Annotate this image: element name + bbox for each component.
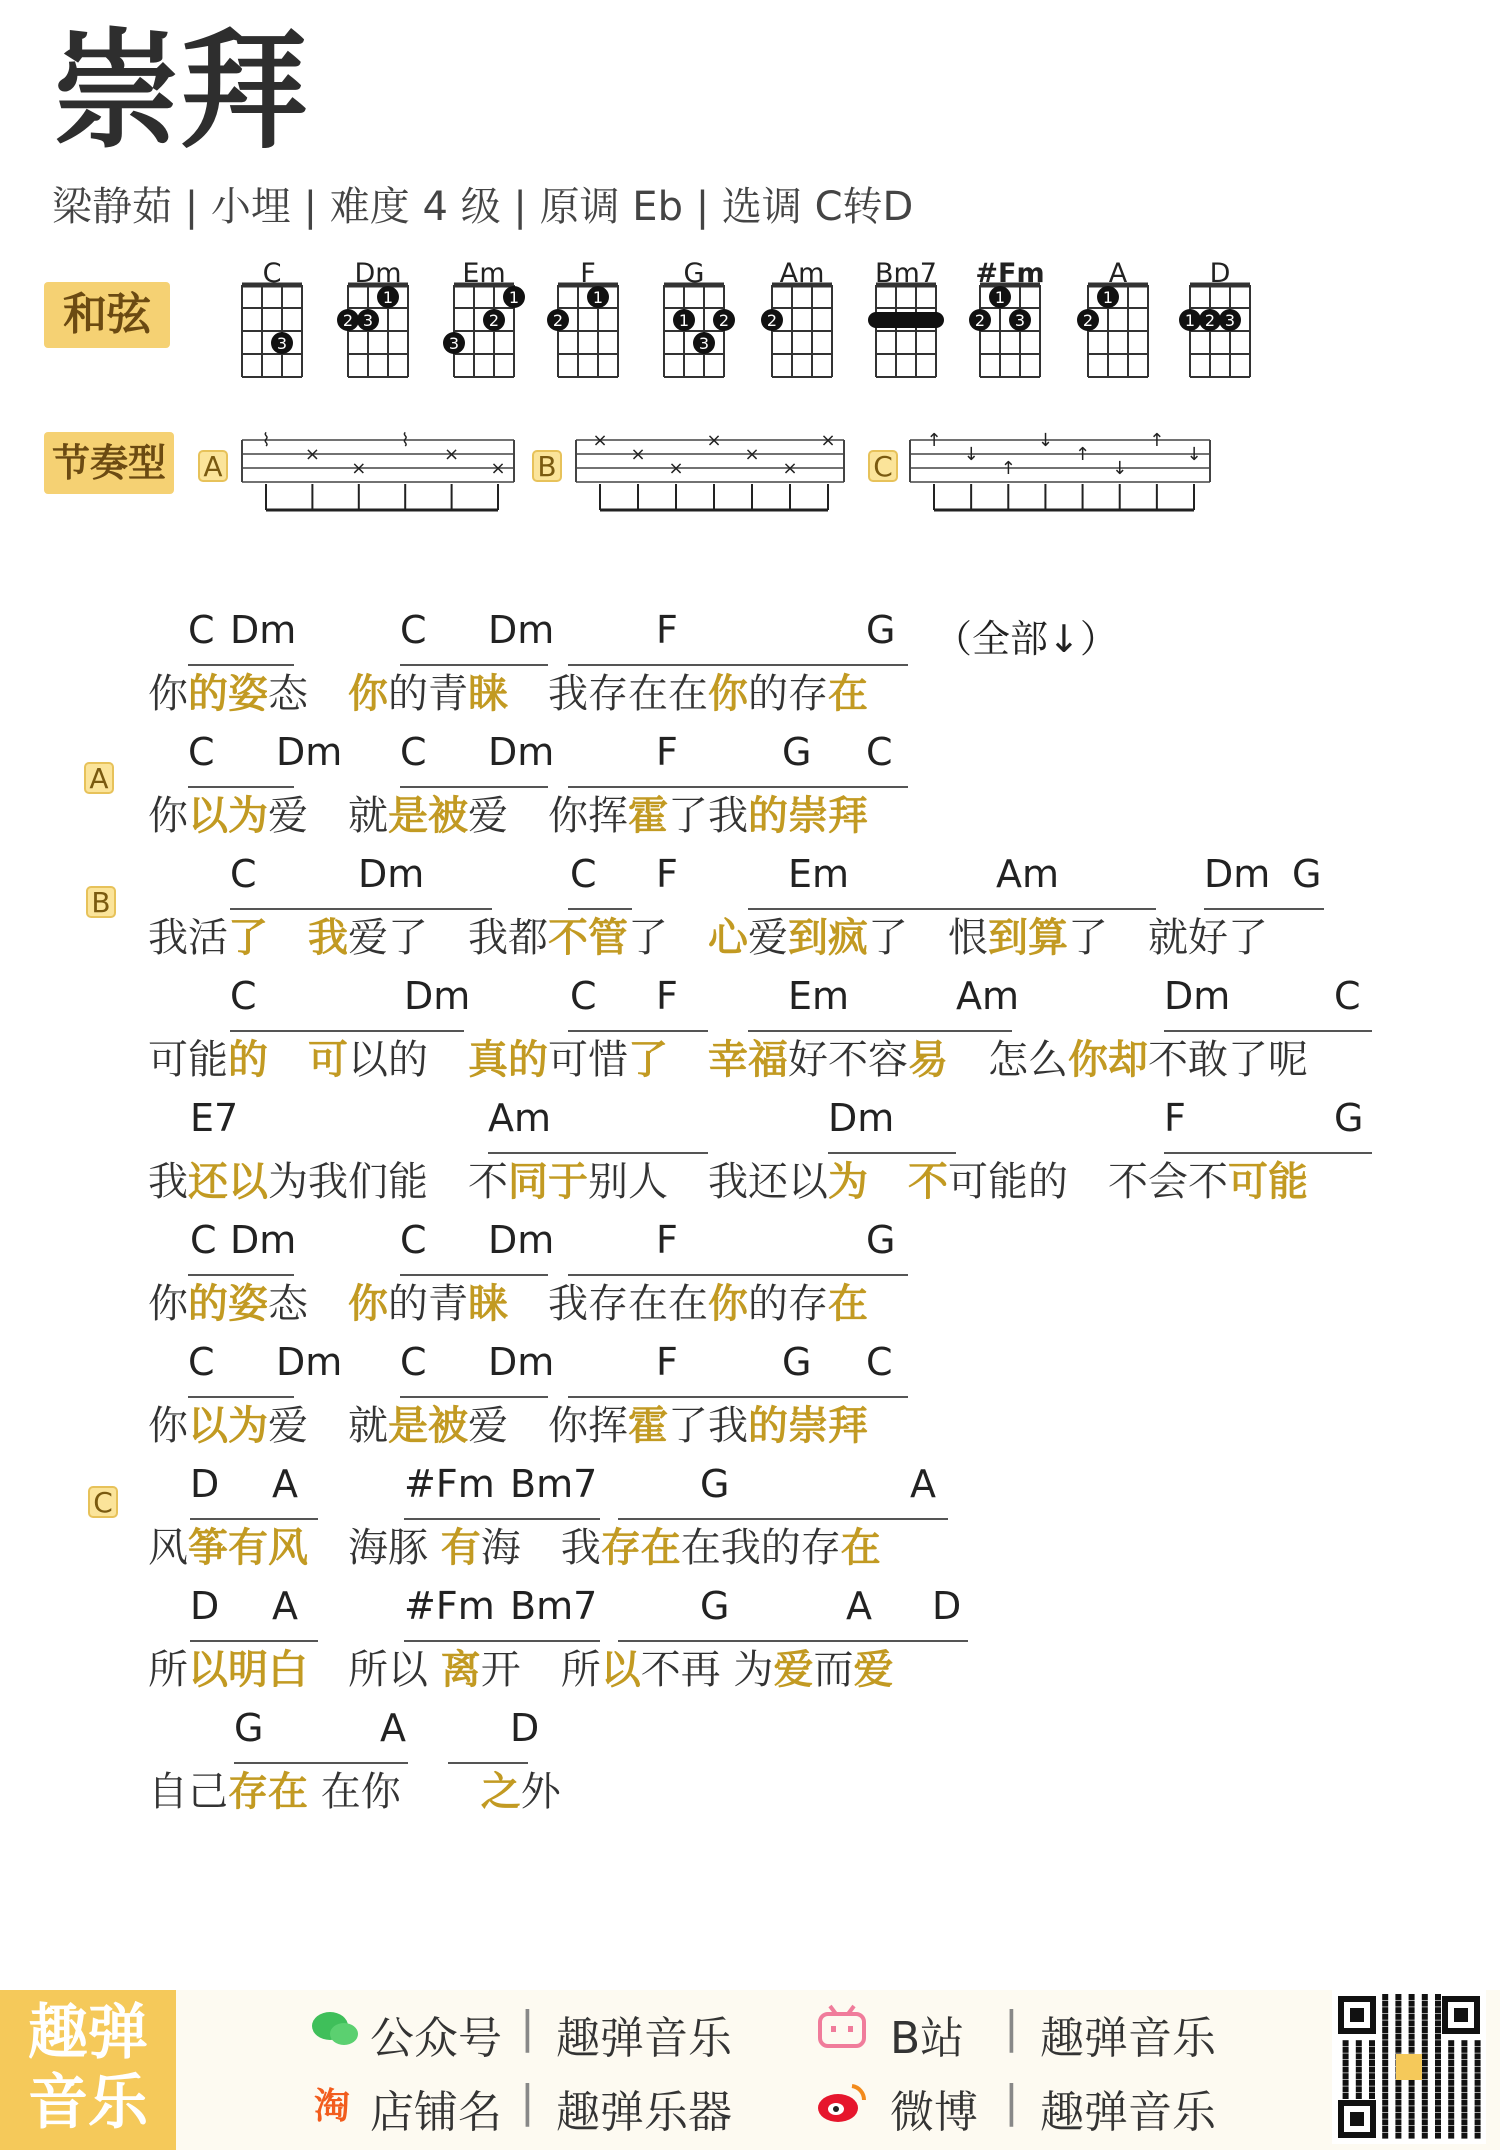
- qr-code: [1332, 1990, 1486, 2144]
- chord-symbol: Dm: [488, 730, 555, 774]
- svg-text:↑: ↑: [926, 430, 942, 451]
- song-line: [148, 1460, 1468, 1580]
- chord-symbol: C: [570, 852, 597, 896]
- svg-text:↑: ↑: [1149, 430, 1165, 451]
- chord-symbol: A: [380, 1706, 406, 1750]
- chord-symbol: Dm: [828, 1096, 895, 1140]
- chord-row: [148, 1460, 1468, 1518]
- footer-sep-2: |: [520, 2076, 535, 2127]
- chord-symbol: E7: [190, 1096, 239, 1140]
- svg-text:2: 2: [1204, 311, 1216, 330]
- chord-symbol: G: [782, 1340, 812, 1384]
- chord-symbol: C: [866, 730, 893, 774]
- svg-text:↓: ↓: [963, 444, 979, 465]
- rhythm-staff-a: [242, 430, 514, 510]
- chord-symbol: C: [1334, 974, 1361, 1018]
- chord-symbol: Dm: [230, 608, 297, 652]
- chord-row: [148, 1582, 1468, 1640]
- svg-text:2: 2: [766, 311, 778, 330]
- svg-text:3: 3: [1224, 311, 1236, 330]
- wechat-value: 趣弹音乐: [556, 2013, 732, 2064]
- svg-text:×: ×: [744, 444, 760, 465]
- svg-text:2: 2: [488, 311, 500, 330]
- chord-symbol: C: [188, 730, 215, 774]
- song-line: [148, 1094, 1468, 1214]
- chord-symbol: Dm: [358, 852, 425, 896]
- chord-diagrams: [0, 255, 1500, 395]
- section-marker-b: B: [86, 886, 116, 918]
- weibo-icon: [814, 2080, 870, 2126]
- chord-symbol: A: [846, 1584, 872, 1628]
- chord-symbol: F: [656, 608, 678, 652]
- lyric-line: 你以为爱 就是被爱 你挥霍了我的崇拜: [148, 793, 868, 839]
- song-title: 崇拜: [52, 17, 309, 166]
- rhythm-staff-c: [910, 430, 1210, 510]
- chord-row: [148, 1094, 1468, 1152]
- chord-symbol: G: [700, 1462, 730, 1506]
- chord-symbol: Dm: [276, 730, 343, 774]
- wechat-label: 公众号: [370, 2013, 502, 2064]
- chord-symbol: Bm7: [510, 1584, 598, 1628]
- rhythm-patterns: [0, 420, 1500, 530]
- chord-symbol: G: [866, 1218, 896, 1262]
- chord-symbol: C: [400, 730, 427, 774]
- svg-text:2: 2: [1082, 311, 1094, 330]
- song-line: [148, 1704, 1468, 1824]
- chord-symbol: A: [272, 1462, 298, 1506]
- svg-text:×: ×: [304, 444, 320, 465]
- chord-symbol: G: [700, 1584, 730, 1628]
- svg-text:3: 3: [362, 311, 374, 330]
- chord-symbol: G: [1334, 1096, 1364, 1140]
- taobao-icon: [312, 2082, 356, 2126]
- svg-text:3: 3: [698, 334, 710, 353]
- chords-tag: 和弦: [44, 282, 170, 348]
- chord-symbol: C: [190, 1218, 217, 1262]
- bili-label: B站: [890, 2013, 965, 2064]
- svg-text:×: ×: [706, 430, 722, 451]
- chord-symbol: F: [656, 1218, 678, 1262]
- brand-logo: 趣弹 音乐: [0, 1990, 176, 2150]
- bili-value: 趣弹音乐: [1040, 2013, 1216, 2064]
- chord-symbol: Em: [788, 852, 850, 896]
- chord-symbol: Dm: [488, 1218, 555, 1262]
- svg-text:1: 1: [508, 288, 520, 307]
- svg-text:×: ×: [490, 458, 506, 479]
- chord-symbol: Dm: [404, 974, 471, 1018]
- svg-text:↓: ↓: [1112, 458, 1128, 479]
- lyric-line: 我活了 我爱了 我都不管了 心爱到疯了 恨到算了 就好了: [148, 915, 1268, 961]
- svg-text:×: ×: [630, 444, 646, 465]
- chord-name-am: Am: [779, 258, 825, 289]
- svg-text:×: ×: [592, 430, 608, 451]
- chord-symbol: D: [190, 1462, 220, 1506]
- section-marker-c: C: [88, 1486, 118, 1518]
- chord-symbol: C: [866, 1340, 893, 1384]
- chord-diagram: [242, 285, 302, 377]
- chord-symbol: G: [1292, 852, 1322, 896]
- svg-text:3: 3: [1014, 311, 1026, 330]
- chord-symbol: F: [656, 1340, 678, 1384]
- chord-name-bm7: Bm7: [874, 258, 937, 289]
- rhythm-label-a: A: [198, 450, 228, 482]
- footer-sep-4: |: [1004, 2076, 1019, 2127]
- svg-text:⌇: ⌇: [261, 430, 271, 451]
- chord-symbol: A: [910, 1462, 936, 1506]
- chord-diagram: [664, 285, 735, 377]
- chord-symbol: C: [188, 608, 215, 652]
- lyric-line: 自己存在 在你 之外: [148, 1769, 561, 1815]
- svg-text:3: 3: [448, 334, 460, 353]
- chord-symbol: F: [656, 730, 678, 774]
- svg-text:1: 1: [678, 311, 690, 330]
- section-marker-a: A: [84, 762, 114, 794]
- chord-symbol: D: [932, 1584, 962, 1628]
- chord-diagram: [969, 285, 1040, 377]
- chord-symbol: #Fm: [404, 1584, 495, 1628]
- chord-symbol: Dm: [1204, 852, 1271, 896]
- chord-diagram: [761, 285, 832, 377]
- chord-diagram: [868, 285, 944, 377]
- chord-symbol: C: [570, 974, 597, 1018]
- chord-symbol: （全部↓）: [934, 617, 1118, 661]
- lyric-line: 你以为爱 就是被爱 你挥霍了我的崇拜: [148, 1403, 868, 1449]
- svg-text:2: 2: [552, 311, 564, 330]
- shop-value: 趣弹乐器: [556, 2087, 732, 2138]
- song-line: [148, 606, 1468, 726]
- footer-sep-1: |: [520, 2002, 535, 2053]
- svg-text:⌇: ⌇: [400, 430, 410, 451]
- svg-text:↓: ↓: [1037, 430, 1053, 451]
- chord-symbol: C: [400, 608, 427, 652]
- chord-row: [148, 606, 1468, 664]
- svg-text:×: ×: [820, 430, 836, 451]
- chord-diagram: [1179, 285, 1250, 377]
- chord-symbol: Dm: [1164, 974, 1231, 1018]
- weibo-label: 微博: [890, 2087, 978, 2138]
- lyric-line: 所以明白 所以 离开 所以不再 为爱而爱: [148, 1647, 894, 1693]
- rhythm-label-b: B: [532, 450, 562, 482]
- chord-row: [148, 972, 1468, 1030]
- chord-symbol: C: [230, 852, 257, 896]
- chord-symbol: C: [400, 1218, 427, 1262]
- svg-text:1: 1: [592, 288, 604, 307]
- chord-symbol: G: [234, 1706, 264, 1750]
- lyric-line: 我还以为我们能 不同于别人 我还以为 不可能的 不会不可能: [148, 1159, 1308, 1205]
- chord-name-em: Em: [462, 258, 506, 289]
- shop-label: 店铺名: [370, 2087, 502, 2138]
- svg-text:↑: ↑: [1000, 458, 1016, 479]
- wechat-icon: [310, 2006, 360, 2050]
- footer-sep-3: |: [1004, 2002, 1019, 2053]
- chord-name-g: G: [683, 258, 705, 289]
- chord-diagram: [337, 285, 408, 377]
- lyric-line: 可能的 可以的 真的可惜了 幸福好不容易 怎么你却不敢了呢: [148, 1037, 1308, 1083]
- chord-symbol: Em: [788, 974, 850, 1018]
- weibo-value: 趣弹音乐: [1040, 2087, 1216, 2138]
- chord-symbol: G: [782, 730, 812, 774]
- chord-row: [148, 1704, 1468, 1762]
- chord-symbol: A: [272, 1584, 298, 1628]
- chord-row: [148, 1338, 1468, 1396]
- chord-symbol: Am: [956, 974, 1020, 1018]
- chord-name-d: D: [1209, 258, 1231, 289]
- chord-name-f: F: [580, 258, 596, 289]
- chord-symbol: D: [510, 1706, 540, 1750]
- chord-symbol: F: [1164, 1096, 1186, 1140]
- chord-name-dm: Dm: [354, 258, 402, 289]
- song-meta: 梁静茹 | 小埋 | 难度 4 级 | 原调 Eb | 选调 C转D: [52, 184, 914, 230]
- svg-text:淘: 淘: [314, 2086, 351, 2126]
- song-line: [148, 1338, 1468, 1458]
- song-line: [148, 972, 1468, 1092]
- chord-diagram: [443, 285, 525, 377]
- chord-symbol: D: [190, 1584, 220, 1628]
- rhythm-label-c: C: [868, 450, 898, 482]
- chord-symbol: Dm: [276, 1340, 343, 1384]
- svg-text:↓: ↓: [1186, 444, 1202, 465]
- song-line: [148, 1216, 1468, 1336]
- chord-symbol: C: [400, 1340, 427, 1384]
- chord-row: [148, 1216, 1468, 1274]
- chord-symbol: Dm: [488, 1340, 555, 1384]
- lyric-line: 风筝有风 海豚 有海 我存在在我的存在: [148, 1525, 881, 1571]
- svg-text:2: 2: [342, 311, 354, 330]
- chord-diagram: [547, 285, 618, 377]
- chord-name-a: A: [1108, 258, 1128, 289]
- lyric-line: 你的姿态 你的青睐 我存在在你的存在: [148, 671, 868, 717]
- chord-symbol: C: [230, 974, 257, 1018]
- chord-symbol: Am: [996, 852, 1060, 896]
- chord-name-c: C: [262, 258, 282, 289]
- svg-text:3: 3: [276, 334, 288, 353]
- svg-text:1: 1: [1102, 288, 1114, 307]
- footer: [0, 1990, 1500, 2150]
- svg-text:↑: ↑: [1075, 444, 1091, 465]
- svg-text:2: 2: [974, 311, 986, 330]
- chord-symbol: F: [656, 974, 678, 1018]
- chord-symbol: Bm7: [510, 1462, 598, 1506]
- song-line: [148, 850, 1468, 970]
- rhythm-staff-b: [576, 430, 844, 510]
- chord-symbol: F: [656, 852, 678, 896]
- chord-name-fsharpm: #Fm: [975, 258, 1045, 289]
- chord-symbol: Dm: [488, 608, 555, 652]
- svg-text:1: 1: [1184, 311, 1196, 330]
- chord-row: [148, 850, 1468, 908]
- chord-symbol: #Fm: [404, 1462, 495, 1506]
- svg-text:1: 1: [994, 288, 1006, 307]
- song-line: [148, 1582, 1468, 1702]
- song-line: [148, 728, 1468, 848]
- chord-symbol: C: [188, 1340, 215, 1384]
- svg-text:1: 1: [382, 288, 394, 307]
- chord-symbol: Dm: [230, 1218, 297, 1262]
- rhythm-tag: 节奏型: [44, 432, 174, 494]
- svg-text:×: ×: [668, 458, 684, 479]
- svg-text:×: ×: [351, 458, 367, 479]
- svg-text:×: ×: [444, 444, 460, 465]
- chord-symbol: Am: [488, 1096, 552, 1140]
- chord-diagram: [1077, 285, 1148, 377]
- svg-text:2: 2: [718, 311, 730, 330]
- bilibili-icon: [816, 2004, 868, 2052]
- chord-row: [148, 728, 1468, 786]
- svg-text:×: ×: [782, 458, 798, 479]
- lyric-line: 你的姿态 你的青睐 我存在在你的存在: [148, 1281, 868, 1327]
- chord-symbol: G: [866, 608, 896, 652]
